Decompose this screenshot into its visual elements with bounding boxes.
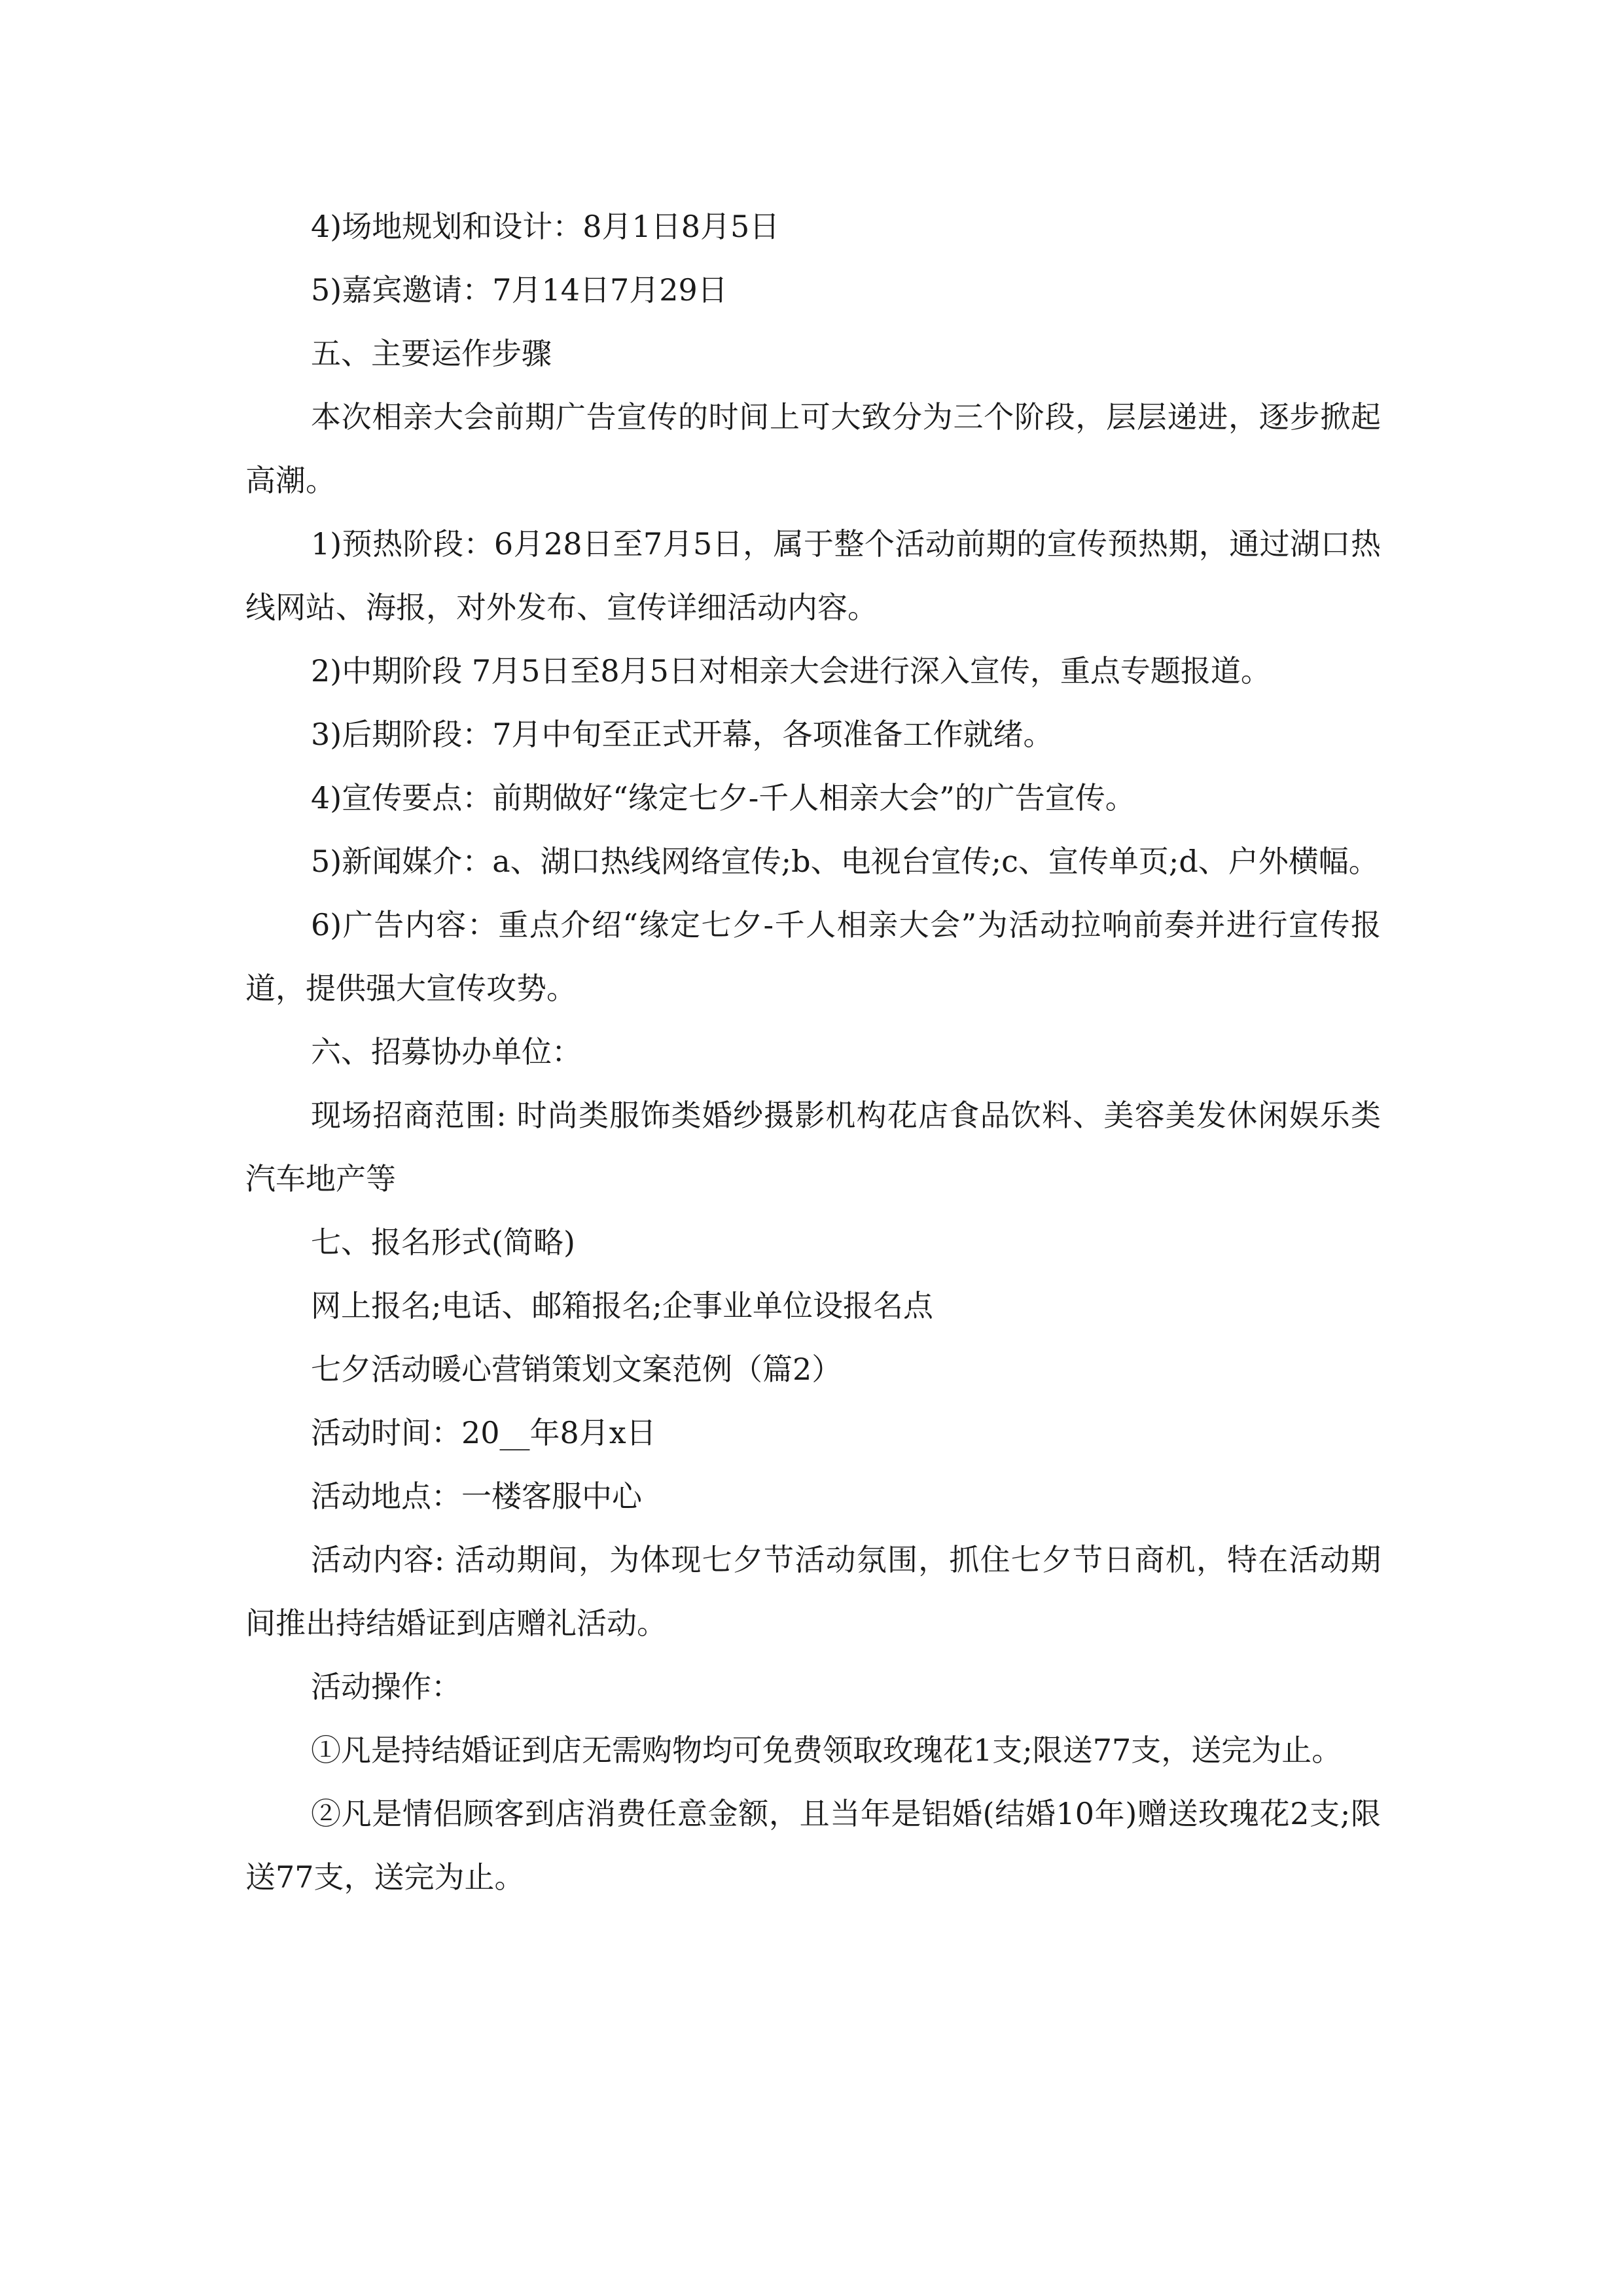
paragraph-venue-planning: 4)场地规划和设计：8月1日8月5日 xyxy=(311,209,780,244)
paragraph-publicity-intro: 本次相亲大会前期广告宣传的时间上可大致分为三个阶段，层层递进，逐步掀起高潮。 xyxy=(245,399,1381,498)
article-title-part-2: 七夕活动暖心营销策划文案范例（篇2） xyxy=(311,1352,842,1387)
paragraph-late-stage: 3)后期阶段：7月中旬至正式开幕，各项准备工作就绪。 xyxy=(311,717,1054,752)
paragraph-ad-content: 6)广告内容：重点介绍“缘定七夕-千人相亲大会”为活动拉响前奏并进行宣传报道，提供强大宣传攻势。 xyxy=(245,907,1381,1006)
paragraph-event-operation: 活动操作： xyxy=(311,1669,461,1704)
paragraph-event-location: 活动地点：一楼客服中心 xyxy=(311,1479,642,1514)
paragraph-news-media: 5)新闻媒介：a、湖口热线网络宣传;b、电视台宣传;c、宣传单页;d、户外横幅。 xyxy=(311,844,1379,879)
paragraph-middle-stage: 2)中期阶段 7月5日至8月5日对相亲大会进行深入宣传，重点专题报道。 xyxy=(311,653,1271,689)
section-heading-co-organizers: 六、招募协办单位： xyxy=(311,1034,582,1069)
paragraph-publicity-points: 4)宣传要点：前期做好“缘定七夕-千人相亲大会”的广告宣传。 xyxy=(311,780,1135,816)
paragraph-guest-invitation: 5)嘉宾邀请：7月14日7月29日 xyxy=(311,272,728,308)
paragraph-registration-methods: 网上报名;电话、邮箱报名;企事业单位设报名点 xyxy=(311,1288,933,1323)
paragraph-event-content: 活动内容: 活动期间，为体现七夕节活动氛围，抓住七夕节日商机，特在活动期间推出持结婚证到店赠礼活动。 xyxy=(245,1542,1381,1641)
document-body xyxy=(245,195,1381,1909)
section-heading-registration: 七、报名形式(简略) xyxy=(311,1225,575,1260)
paragraph-sponsor-scope: 现场招商范围: 时尚类服饰类婚纱摄影机构花店食品饮料、美容美发休闲娱乐类汽车地产等 xyxy=(245,1098,1381,1196)
paragraph-operation-item-1: ①凡是持结婚证到店无需购物均可免费领取玫瑰花1支;限送77支，送完为止。 xyxy=(311,1732,1342,1768)
section-heading-main-steps: 五、主要运作步骤 xyxy=(311,336,552,371)
paragraph-warmup-stage: 1)预热阶段：6月28日至7月5日，属于整个活动前期的宣传预热期，通过湖口热线网站、海报，对外发布、宣传详细活动内容。 xyxy=(245,526,1381,625)
paragraph-operation-item-2: ②凡是情侣顾客到店消费任意金额，且当年是铝婚(结婚10年)赠送玫瑰花2支;限送77支，送完为止。 xyxy=(245,1796,1381,1895)
paragraph-event-time: 活动时间：20__年8月x日 xyxy=(311,1415,656,1450)
